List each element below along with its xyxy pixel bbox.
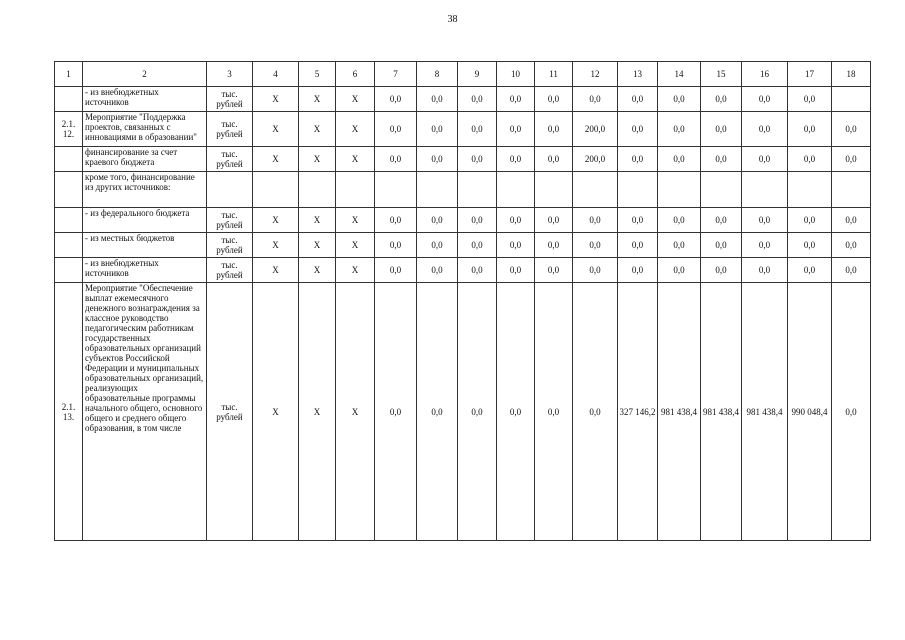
value-cell: X [253,87,299,112]
value-cell: 200,0 [573,112,618,147]
value-cell: X [253,258,299,283]
value-cell: 0,0 [788,208,832,233]
value-cell: 0,0 [618,233,658,258]
value-cell: 0,0 [618,87,658,112]
value-cell: 0,0 [535,258,573,283]
unit-cell: тыс. рублей [207,112,253,147]
value-cell: 0,0 [788,258,832,283]
value-cell: 0,0 [658,208,701,233]
description-cell: - из федерального бюджета [83,208,207,233]
value-cell [497,172,535,208]
value-cell [375,172,417,208]
unit-cell: тыс. рублей [207,258,253,283]
value-cell: 0,0 [618,258,658,283]
value-cell [832,172,871,208]
header-cell: 3 [207,62,253,87]
value-cell: 0,0 [497,147,535,172]
value-cell: 0,0 [375,87,417,112]
table-row [55,208,871,233]
value-cell: X [253,283,299,541]
header-cell: 7 [375,62,417,87]
header-cell: 13 [618,62,658,87]
value-cell: X [336,258,375,283]
header-cell: 17 [788,62,832,87]
value-cell: 981 438,4 [742,283,788,541]
header-cell: 2 [83,62,207,87]
financing-table [54,61,871,541]
value-cell: 0,0 [497,112,535,147]
value-cell: 0,0 [458,283,497,541]
value-cell: 0,0 [535,147,573,172]
item-number-cell [55,147,83,172]
value-cell: 981 438,4 [701,283,742,541]
description-cell: - из местных бюджетов [83,233,207,258]
value-cell [299,172,336,208]
value-cell: 0,0 [535,283,573,541]
header-cell: 11 [535,62,573,87]
value-cell: 0,0 [458,258,497,283]
value-cell: X [299,87,336,112]
value-cell: 0,0 [742,258,788,283]
value-cell: 327 146,2 [618,283,658,541]
value-cell: 0,0 [742,233,788,258]
header-cell: 10 [497,62,535,87]
item-number-cell [55,258,83,283]
value-cell: X [299,112,336,147]
value-cell: X [299,258,336,283]
value-cell: 0,0 [375,283,417,541]
value-cell: 0,0 [375,233,417,258]
value-cell: 0,0 [417,283,458,541]
value-cell: 0,0 [658,258,701,283]
value-cell: 0,0 [701,258,742,283]
description-cell: Мероприятие "Обеспечение выплат ежемесячного денежного вознаграждения за классное руководство педагогическим работникам государственных образовательных организаций субъектов Российской Федерации и муниципальных образовательных организаций, реализующих образовательные программы начального общего, основного общего и среднего общего образования, в том числе [83,283,207,541]
value-cell: X [336,208,375,233]
value-cell: X [299,208,336,233]
value-cell: 0,0 [788,87,832,112]
value-cell: 990 048,4 [788,283,832,541]
value-cell: 0,0 [573,233,618,258]
description-cell: - из внебюджетных источников [83,258,207,283]
table-row [55,112,871,147]
value-cell: 200,0 [573,147,618,172]
value-cell: 0,0 [658,233,701,258]
value-cell [742,172,788,208]
table-row [55,283,871,541]
value-cell: 0,0 [375,147,417,172]
value-cell: X [253,208,299,233]
value-cell: 0,0 [535,208,573,233]
value-cell: X [253,112,299,147]
value-cell: 0,0 [417,233,458,258]
value-cell: X [336,147,375,172]
description-cell: кроме того, финансирование из других источников: [83,172,207,208]
header-cell: 8 [417,62,458,87]
description-cell: Мероприятие "Поддержка проектов, связанных с инновациями в образовании" [83,112,207,147]
header-row [55,62,871,87]
header-cell: 14 [658,62,701,87]
item-number-cell [55,233,83,258]
value-cell [701,172,742,208]
value-cell: 0,0 [618,208,658,233]
table-row [55,172,871,208]
value-cell: 0,0 [573,208,618,233]
value-cell: X [253,233,299,258]
value-cell: 0,0 [535,87,573,112]
value-cell: X [299,147,336,172]
value-cell: 0,0 [788,112,832,147]
value-cell: X [336,283,375,541]
value-cell [417,172,458,208]
value-cell: X [299,283,336,541]
value-cell: 0,0 [701,147,742,172]
value-cell: X [336,112,375,147]
value-cell: 0,0 [701,233,742,258]
value-cell [253,172,299,208]
table-row [55,233,871,258]
value-cell: 0,0 [742,87,788,112]
value-cell: 0,0 [742,208,788,233]
unit-cell: тыс. рублей [207,283,253,541]
value-cell: X [336,87,375,112]
value-cell [658,172,701,208]
value-cell: 0,0 [375,258,417,283]
value-cell: 0,0 [742,112,788,147]
value-cell: 0,0 [497,87,535,112]
table-row [55,147,871,172]
unit-cell: тыс. рублей [207,147,253,172]
value-cell: 0,0 [417,258,458,283]
item-number-cell: 2.1. 12. [55,112,83,147]
value-cell [535,172,573,208]
value-cell: 0,0 [497,208,535,233]
value-cell: 0,0 [701,112,742,147]
value-cell: 0,0 [417,147,458,172]
unit-cell: тыс. рублей [207,208,253,233]
value-cell: 0,0 [701,87,742,112]
value-cell [832,87,871,112]
unit-cell: тыс. рублей [207,233,253,258]
value-cell: 0,0 [832,258,871,283]
value-cell: 0,0 [535,112,573,147]
header-cell: 9 [458,62,497,87]
value-cell: 0,0 [535,233,573,258]
value-cell: 0,0 [832,233,871,258]
value-cell [336,172,375,208]
value-cell [458,172,497,208]
item-number-cell [55,87,83,112]
unit-cell [207,172,253,208]
value-cell: 0,0 [573,87,618,112]
value-cell: 0,0 [701,208,742,233]
value-cell: 0,0 [788,147,832,172]
header-cell: 6 [336,62,375,87]
value-cell: 0,0 [573,283,618,541]
value-cell [788,172,832,208]
value-cell: X [253,147,299,172]
value-cell: 0,0 [497,283,535,541]
item-number-cell [55,172,83,208]
value-cell: 0,0 [458,112,497,147]
value-cell: 0,0 [458,147,497,172]
unit-cell: тыс. рублей [207,87,253,112]
value-cell: 0,0 [458,233,497,258]
value-cell: 0,0 [458,208,497,233]
table-row [55,87,871,112]
value-cell: 0,0 [573,258,618,283]
item-number-cell: 2.1. 13. [55,283,83,541]
header-cell: 16 [742,62,788,87]
value-cell: 0,0 [497,233,535,258]
value-cell: 0,0 [618,112,658,147]
value-cell [618,172,658,208]
value-cell: 0,0 [788,233,832,258]
value-cell: X [336,233,375,258]
header-cell: 1 [55,62,83,87]
header-cell: 12 [573,62,618,87]
value-cell: 0,0 [375,112,417,147]
description-cell: - из внебюджетных источников [83,87,207,112]
value-cell: X [299,233,336,258]
page-number: 38 [447,14,458,25]
value-cell: 0,0 [832,208,871,233]
value-cell: 0,0 [618,147,658,172]
value-cell: 0,0 [417,112,458,147]
header-cell: 5 [299,62,336,87]
value-cell: 0,0 [832,283,871,541]
value-cell: 0,0 [417,208,458,233]
header-cell: 18 [832,62,871,87]
table-row [55,258,871,283]
value-cell: 0,0 [658,87,701,112]
header-cell: 4 [253,62,299,87]
item-number-cell [55,208,83,233]
value-cell: 0,0 [658,112,701,147]
value-cell: 0,0 [497,258,535,283]
value-cell: 0,0 [458,87,497,112]
header-cell: 15 [701,62,742,87]
value-cell: 0,0 [742,147,788,172]
value-cell: 981 438,4 [658,283,701,541]
value-cell: 0,0 [832,147,871,172]
value-cell: 0,0 [375,208,417,233]
value-cell: 0,0 [658,147,701,172]
value-cell: 0,0 [832,112,871,147]
description-cell: финансирование за счет краевого бюджета [83,147,207,172]
value-cell: 0,0 [417,87,458,112]
value-cell [573,172,618,208]
